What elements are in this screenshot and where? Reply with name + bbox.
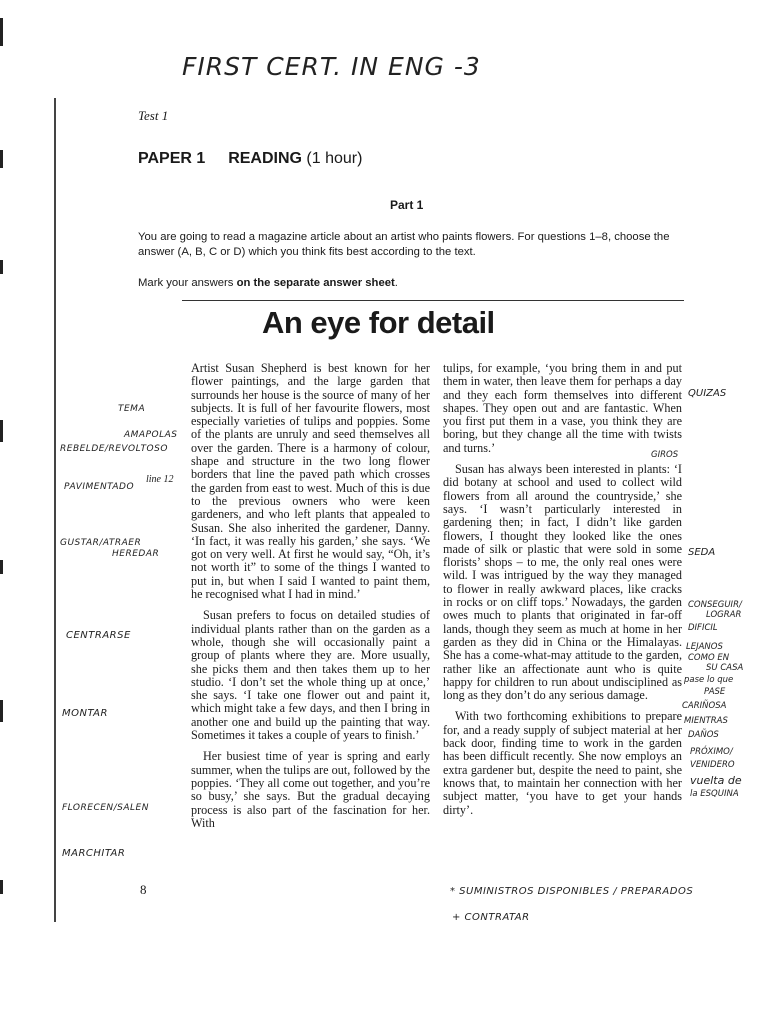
margin-note: CONSEGUIR/ [688,600,742,610]
margin-note: SU CASA [706,663,744,673]
margin-note: MIENTRAS [684,716,728,726]
left-column [191,362,430,838]
binder-mark [0,150,3,168]
margin-note: CARIÑOSA [682,701,727,711]
margin-note: AMAPOLAS [124,430,178,440]
margin-note: vuelta de [690,774,742,787]
margin-note: REBELDE/REVOLTOSO [60,444,168,454]
margin-note: PAVIMENTADO [64,482,135,492]
margin-note: COMO EN [688,653,730,663]
paragraph: Susan prefers to focus on detailed studies of individual plants rather than on the garden as a whole, though she will occasionally paint a group of plants where they are. More usually, she picks them and then takes them up to her studio. ‘I don’t set the whole thing up at once,’ she says. ‘I take one flower out and paint it, which might take a few days, and then I bring in another one and build up the painting that way. Sometimes it takes a couple of years to finish.’ [191,608,430,743]
margin-note: CENTRARSE [66,630,131,641]
title-rule [182,300,684,301]
handwritten-header: FIRST CERT. IN ENG -3 [182,52,481,81]
paragraph: Her busiest time of year is spring and early summer, when the tulips are out, followed by the poppies. ‘They all come out together, and you’re so busy,’ she says. But the gradual decaying process is also part of the fascination for her. With [191,749,430,830]
margin-note: FLORECEN/SALEN [62,803,149,813]
test-label: Test 1 [138,108,169,123]
right-column [443,362,682,825]
footer-note: * SUMINISTROS DISPONIBLES / PREPARADOS [450,886,694,897]
margin-note: LOGRAR [706,610,742,620]
margin-note: TEMA [118,404,146,414]
binder-mark [0,880,3,894]
footer-note: + CONTRATAR [452,912,530,923]
paragraph: With two forthcoming exhibitions to prepare for, and a ready supply of subject material at her back door, finding time to work in the garden has been difficult recently. She now employs an extra gardener but, despite the need to paint, she knows that, to maintain her connection with her subject matter, ‘you have to get your hands dirty’. [443,709,682,817]
paper-title: PAPER 1 [138,150,206,167]
margin-note: HEREDAR [112,549,160,559]
margin-rule [54,98,56,922]
margin-note: MONTAR [62,708,108,719]
margin-note: DAÑOS [688,730,719,740]
paragraph: Artist Susan Shepherd is best known for her flower paintings, and the large garden that surrounds her house is the source of many of her subjects. It is full of her favourite flowers, most especially varieties of tulips and poppies. Some of the plants are unruly and seed themselves all over the garden. There is a harmony of colour, shape and structure in the two long flower borders that line the paved path which crosses the garden from east to west. Much of this is due to the previous owners who were keen gardeners, and who left plants that appealed to Susan. She also inherited the gardener, Danny. ‘In fact, it was really his garden,’ she says. ‘We got on very well. At first he would say, “Oh, it’s not worth it” to some of the things I wanted to put in, but when I said I wanted to paint them, he recognised what I had in mind.’ [191,361,430,602]
binder-mark [0,420,3,442]
margin-note: GIROS [651,450,679,460]
margin-note: PRÓXIMO/ [690,747,733,757]
margin-note: GUSTAR/ATRAER [60,538,142,548]
paper-heading [138,150,362,168]
part-label: Part 1 [390,198,424,212]
margin-note: LEJANOS [686,642,723,652]
binder-mark [0,560,3,574]
margin-note: MARCHITAR [62,848,126,859]
mark-instruction: Mark your answers on the separate answer sheet. [138,277,398,289]
margin-note: la ESQUINA [690,789,739,799]
margin-note: VENIDERO [690,760,735,770]
binder-mark [0,18,3,46]
margin-note: PASE [704,687,726,697]
page-number: 8 [140,882,147,897]
binder-mark [0,260,3,274]
margin-note: DIFICIL [688,623,718,633]
binder-mark [0,700,3,722]
line-marker: line 12 [146,474,174,485]
article-title: An eye for detail [262,305,495,340]
paper-duration: (1 hour) [306,150,363,167]
instructions: You are going to read a magazine article about an artist who paints flowers. For questions 1–8, choose the answer (A, B, C or D) which you think fits best according to the text. [138,231,670,258]
margin-note: SEDA [688,547,716,558]
paper-subtitle: READING [228,150,302,167]
paragraph: tulips, for example, ‘you bring them in and put them in water, then leave them for perhaps a day and they each form themselves into different shapes. They open out and are fantastic. When you first put them in a vase, you think they are boring, but they change all the time with twists and turns.’ [443,361,682,455]
paragraph: Susan has always been interested in plants: ‘I did botany at school and used to collect wild flowers from all around the countryside,’ she says. ‘I wasn’t particularly interested in gardening then; in fact, I didn’t like garden flowers, I thought they looked like the ones made of silk or plastic that were sold in some florists’ shops – to me, the only real ones were wild. I was intrigued by the way they managed to flower in really awkward places, like cracks in rocks or on cliff tops.’ Nowadays, the garden owes much to plants that originated in far-off lands, though they seem as much at home in her garden as they did in China or the Himalayas. She has a come-what-may attitude to the garden, rather like an affectionate aunt who is quite happy for children to run about undisciplined as long as they don’t do any serious damage. [443,462,682,703]
margin-note: pase lo que [684,675,734,685]
margin-note: QUIZAS [688,388,727,399]
